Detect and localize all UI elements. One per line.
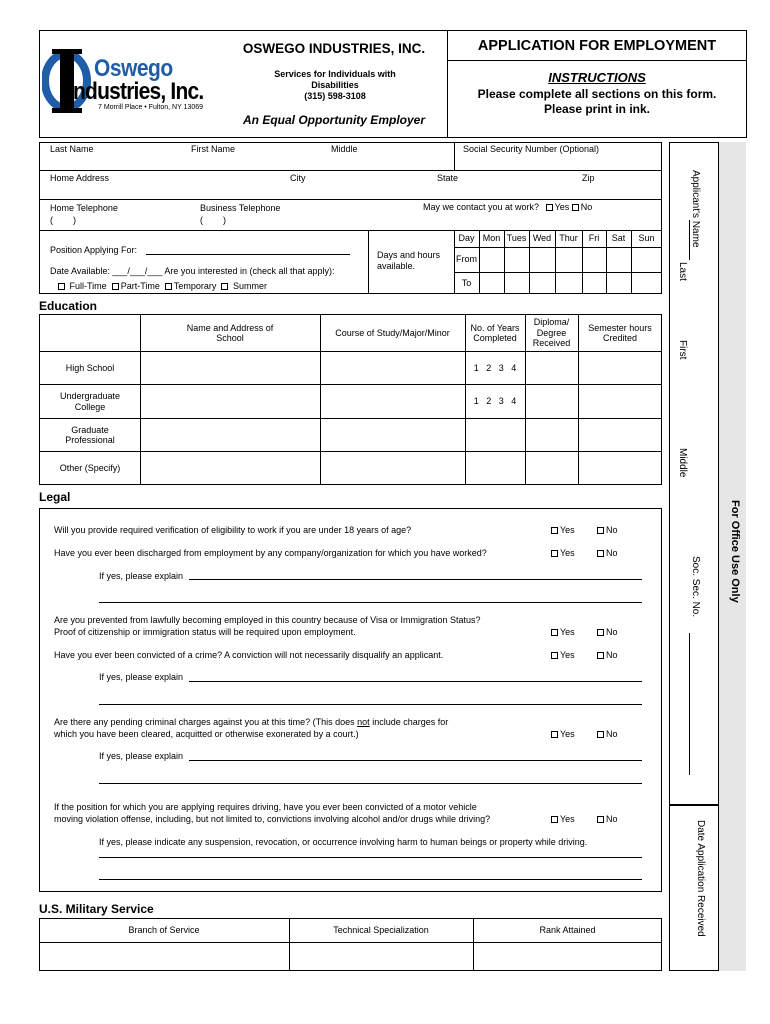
q5a-pre: Are there any pending criminal charges against you at this time? (This does <box>54 717 358 727</box>
first-name-field[interactable] <box>191 144 235 154</box>
legal-q3-no[interactable] <box>597 627 618 637</box>
military-rank-input[interactable] <box>474 943 661 970</box>
legal-q6-yes[interactable] <box>551 814 575 824</box>
q5a-post: include charges for <box>369 717 449 727</box>
temporary-label: Temporary <box>173 281 217 291</box>
yes-label: Yes <box>560 627 575 637</box>
part-time-checkbox[interactable] <box>112 281 160 291</box>
checkbox[interactable] <box>597 816 604 823</box>
legal-q4-explain-label: If yes, please explain <box>99 672 184 682</box>
logo-oswego-text: Oswego <box>94 55 173 82</box>
name-line[interactable] <box>689 220 690 260</box>
checkbox[interactable] <box>165 283 172 290</box>
checkbox[interactable] <box>551 527 558 534</box>
checkbox[interactable] <box>551 816 558 823</box>
summer-checkbox[interactable] <box>221 281 267 291</box>
yes-label: Yes <box>560 814 575 824</box>
legal-q5b: which you have been cleared, acquitted or otherwise exonerated by a court.) <box>54 729 359 739</box>
checkbox[interactable] <box>221 283 228 290</box>
instructions-line1: Please complete all sections on this form. <box>477 87 717 101</box>
phone-text: (315) 598-3108 <box>304 91 366 101</box>
edu-header-hours: Semester hours Credited <box>588 322 652 343</box>
no-label: No <box>606 627 618 637</box>
ssn-label: Social Security Number (Optional) <box>463 144 600 154</box>
from-row-label: From <box>456 254 477 265</box>
military-title: U.S. Military Service <box>39 902 154 916</box>
legal-q4-no[interactable] <box>597 650 618 660</box>
full-time-label: Full-Time <box>69 281 107 291</box>
years-selector-undergraduate[interactable]: 1 2 3 4 <box>473 396 517 407</box>
day-thur: Thur <box>559 233 578 244</box>
edu-row-graduate: Graduate Professional <box>65 424 115 445</box>
checkbox[interactable] <box>551 652 558 659</box>
day-sat: Sat <box>611 233 626 244</box>
day-wed: Wed <box>532 233 552 244</box>
day-mon: Mon <box>482 233 501 244</box>
full-time-checkbox[interactable] <box>58 281 107 291</box>
no-label: No <box>606 729 618 739</box>
checkbox[interactable] <box>551 629 558 636</box>
edu-header-course: Course of Study/Major/Minor <box>335 327 450 338</box>
rule <box>368 230 369 294</box>
legal-q3b: Proof of citizenship or immigration status will be required upon employment. <box>54 627 356 637</box>
services-text: Services for Individuals with Disabilities <box>274 69 396 90</box>
home-telephone-label: Home Telephone <box>50 203 118 213</box>
legal-q1-yes[interactable] <box>551 525 575 535</box>
legal-q5-explain-label: If yes, please explain <box>99 751 184 761</box>
business-telephone-area: ( ) <box>200 215 226 225</box>
rule <box>454 142 455 170</box>
home-address-label: Home Address <box>50 173 110 183</box>
checkbox[interactable] <box>597 527 604 534</box>
home-telephone-field[interactable] <box>50 202 118 226</box>
job-type-options <box>58 281 267 291</box>
edu-header-diploma: Diploma/ Degree Received <box>532 317 571 349</box>
legal-q6-explain-line2[interactable] <box>99 879 642 880</box>
no-label: No <box>606 814 618 824</box>
soc-sec-label: Soc. Sec. No. <box>690 556 701 618</box>
instructions-title: INSTRUCTIONS <box>548 70 646 85</box>
legal-q3a: Are you prevented from lawfully becoming employed in this country because of Visa or Immigration Status? <box>54 615 481 625</box>
legal-q5-no[interactable] <box>597 729 618 739</box>
instructions-line2: Please print in ink. <box>543 102 651 116</box>
yes-label: Yes <box>560 525 575 535</box>
legal-q5-explain-line2[interactable] <box>99 783 642 784</box>
no-label: No <box>606 548 618 558</box>
office-middle-label: Middle <box>677 448 688 478</box>
business-telephone-label: Business Telephone <box>200 203 281 213</box>
legal-q2-yes[interactable] <box>551 548 575 558</box>
business-telephone-field[interactable] <box>200 202 280 226</box>
legal-q1: Will you provide required verification of eligibility to work if you are under 18 years of age? <box>54 525 412 535</box>
legal-q6-explain-label: If yes, please indicate any suspension, revocation, or occurrence involving harm to human beings or property while driving. <box>99 837 588 847</box>
position-label: Position Applying For: <box>50 245 138 255</box>
legal-q4: Have you ever been convicted of a crime? A conviction will not necessarily disqualify an applicant. <box>54 650 444 660</box>
state-label: State <box>437 173 459 183</box>
military-branch-header: Branch of Service <box>128 924 200 935</box>
legal-q3-yes[interactable] <box>551 627 575 637</box>
legal-title: Legal <box>39 490 71 504</box>
legal-q2-no[interactable] <box>597 548 618 558</box>
checkbox[interactable] <box>597 629 604 636</box>
yes-label: Yes <box>560 729 575 739</box>
date-received-label: Date Application Received <box>695 820 706 937</box>
years-selector-high-school[interactable]: 1 2 3 4 <box>473 362 517 373</box>
legal-q5a <box>54 717 448 727</box>
rule <box>39 451 662 452</box>
legal-q6-explain-line1[interactable] <box>99 857 642 858</box>
temporary-checkbox[interactable] <box>165 281 217 291</box>
legal-q6-no[interactable] <box>597 814 618 824</box>
rule <box>39 384 662 385</box>
soc-sec-line[interactable] <box>689 633 690 775</box>
checkbox[interactable] <box>112 283 119 290</box>
legal-frame <box>39 508 662 892</box>
city-label: City <box>290 173 306 183</box>
checkbox[interactable] <box>597 550 604 557</box>
day-tues: Tues <box>506 233 527 244</box>
form-title: APPLICATION FOR EMPLOYMENT <box>477 38 717 54</box>
office-last-label: Last <box>677 262 688 281</box>
checkbox[interactable] <box>597 731 604 738</box>
edu-header-name-address: Name and Address of School <box>186 322 274 343</box>
checkbox[interactable] <box>58 283 65 290</box>
legal-q2-explain-label: If yes, please explain <box>99 571 184 581</box>
eoe-text: An Equal Opportunity Employer <box>242 113 425 127</box>
contact-at-work-label: May we contact you at work? <box>423 202 540 212</box>
contact-at-work <box>423 202 592 212</box>
checkbox[interactable] <box>551 550 558 557</box>
legal-q2-explain-line1[interactable] <box>189 579 642 580</box>
applicants-name-label: Applicant's Name <box>690 170 701 248</box>
day-fri: Fri <box>588 233 600 244</box>
ssn-field[interactable] <box>463 144 599 154</box>
date-received-box <box>669 805 719 971</box>
legal-q1-no[interactable] <box>597 525 618 535</box>
middle-name-field[interactable] <box>331 144 358 154</box>
legal-q6b: moving violation offense, including, but not limited to, convictions involving alcohol and/or drugs while driving? <box>54 814 491 824</box>
yes-label: Yes <box>554 202 570 212</box>
day-header: Day <box>458 233 475 244</box>
logo-address: 7 Morrill Place • Fulton, NY 13069 <box>98 104 204 111</box>
company-logo <box>42 47 237 117</box>
date-available-field[interactable] <box>50 266 335 276</box>
rule <box>140 314 141 485</box>
office-use-title: For Office Use Only <box>729 500 741 603</box>
summer-label: Summer <box>232 281 267 291</box>
legal-q4-yes[interactable] <box>551 650 575 660</box>
last-name-label: Last Name <box>50 144 94 154</box>
q5a-not: not <box>357 717 370 727</box>
last-name-field[interactable] <box>50 144 94 154</box>
home-address-field[interactable] <box>50 173 109 183</box>
company-name: OSWEGO INDUSTRIES, INC. <box>242 41 426 56</box>
position-field[interactable] <box>50 245 137 255</box>
military-rank-header: Rank Attained <box>539 924 596 935</box>
no-label: No <box>606 650 618 660</box>
education-title: Education <box>39 299 98 313</box>
legal-q4-explain-line1[interactable] <box>189 681 642 682</box>
state-field[interactable] <box>437 173 458 183</box>
office-first-label: First <box>677 340 688 360</box>
part-time-label: Part-Time <box>120 281 160 291</box>
zip-label: Zip <box>582 173 595 183</box>
rule <box>39 170 662 171</box>
day-sun: Sun <box>638 233 655 244</box>
legal-q2-explain-line2[interactable] <box>99 602 642 603</box>
military-branch-input[interactable] <box>40 943 289 970</box>
edu-row-high-school: High School <box>65 362 115 373</box>
legal-q2: Have you ever been discharged from employment by any company/organization for which you have worked? <box>54 548 487 558</box>
contact-yes-checkbox[interactable] <box>546 202 570 212</box>
checkbox[interactable] <box>597 652 604 659</box>
checkbox[interactable] <box>572 204 579 211</box>
rule <box>39 418 662 419</box>
days-hours-label: Days and hours available. <box>377 250 441 271</box>
no-label: No <box>606 525 618 535</box>
legal-q5-explain-line1[interactable] <box>189 760 642 761</box>
city-field[interactable] <box>290 173 306 183</box>
edu-row-other: Other (Specify) <box>59 463 121 474</box>
position-line <box>146 254 350 255</box>
edu-header-years: No. of Years Completed <box>470 322 520 343</box>
yes-label: Yes <box>560 548 575 558</box>
checkbox[interactable] <box>546 204 553 211</box>
to-row-label: To <box>461 277 472 288</box>
title-underline <box>447 60 747 61</box>
home-telephone-area: ( ) <box>50 215 76 225</box>
logo-industries-text: Industries, Inc. <box>68 78 204 105</box>
yes-label: Yes <box>560 650 575 660</box>
no-label: No <box>580 202 593 212</box>
date-available-label: Date Available: ___/___/___ Are you interested in (check all that apply): <box>50 266 335 276</box>
middle-label: Middle <box>331 144 358 154</box>
military-tech-header: Technical Specialization <box>333 924 429 935</box>
contact-no-checkbox[interactable] <box>572 202 593 212</box>
legal-q4-explain-line2[interactable] <box>99 704 642 705</box>
zip-field[interactable] <box>582 173 595 183</box>
rule <box>39 351 662 352</box>
edu-row-undergraduate: Undergraduate College <box>59 391 121 412</box>
rule <box>39 199 662 200</box>
checkbox[interactable] <box>551 731 558 738</box>
military-tech-input[interactable] <box>290 943 473 970</box>
first-name-label: First Name <box>191 144 236 154</box>
legal-q5-yes[interactable] <box>551 729 575 739</box>
legal-q6a: If the position for which you are applying requires driving, have you ever been convicted of a motor vehicle <box>54 802 477 812</box>
